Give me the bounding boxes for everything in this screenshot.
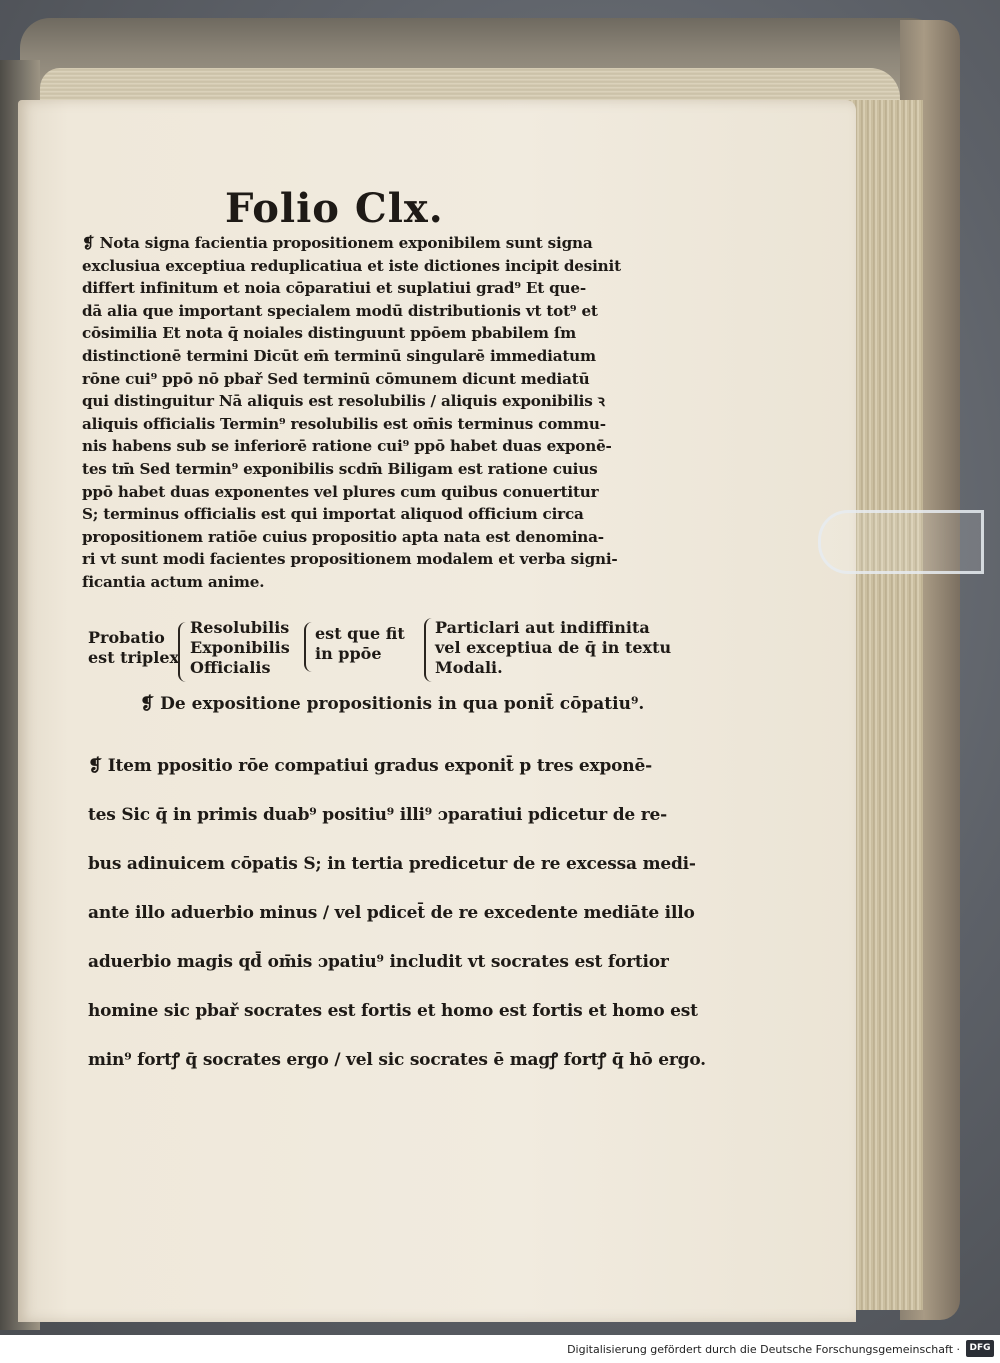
- text-line: propositionem ratiōe cuius propositio apta nata est denomina-: [82, 527, 604, 546]
- text-line: ante illo aduerbio minus / vel pdicet̄ de re excedente mediāte illo: [88, 903, 695, 923]
- table-column-2: [190, 618, 290, 678]
- text-line: tes Sic q̄ in primis duab⁹ positiu⁹ illi⁹ ɔparatiui pdicetur de re-: [88, 805, 667, 825]
- text-line: nis habens sub se inferiorē ratione cui⁹ ppō habet duas exponē-: [82, 437, 612, 456]
- text-line: ❡ Nota signa facientia propositionem exponibilem sunt signa: [82, 234, 593, 252]
- text-line: ❡ Item ppositio rōe compatiui gradus exponit̄ p tres exponē-: [88, 756, 652, 776]
- text-line: dā alia que important specialem modū distributionis vt tot⁹ et: [82, 301, 598, 320]
- brace-3: [424, 618, 434, 682]
- text-line: cōsimilia Et nota q̄ noiales distinguunt ppōem pbabilem ſm: [82, 324, 577, 343]
- text-line: homine sic pbař socrates est fortis et homo est fortis et homo est: [88, 1001, 698, 1021]
- table-cell: vel exceptiua de q̄ in textu: [435, 638, 672, 657]
- text-line: min⁹ fortꝭ q̄ socrates ergo / vel sic socrates ē magꝭ fortꝭ q̄ hō ergo.: [88, 1050, 706, 1070]
- folio-header: Folio Clx.: [225, 185, 444, 232]
- paragraph-1: [82, 232, 682, 594]
- table-cell: est triplex: [88, 648, 180, 667]
- text-line: qui distinguitur Nā aliquis est resolubilis / aliquis exponibilis ꝛ: [82, 392, 605, 411]
- table-cell: Exponibilis: [190, 638, 290, 657]
- page-clip: [818, 510, 984, 574]
- footer-bar: [0, 1335, 1000, 1363]
- table-cell: Particlari aut indiffinita: [435, 618, 650, 637]
- text-line: S; terminus officialis est qui importat aliquod officium circa: [82, 505, 584, 524]
- text-line: ppō habet duas exponentes vel plures cum quibus conuertitur: [82, 482, 599, 501]
- text-line: ficantia actum anime.: [82, 572, 265, 591]
- table-cell: Resolubilis: [190, 618, 290, 637]
- text-line: aduerbio magis qd̄ om̄is ɔpatiu⁹ includit vt socrates est fortior: [88, 952, 669, 972]
- table-cell: Modali.: [435, 658, 503, 677]
- text-line: rōne cui⁹ ppō nō pbař Sed terminū cōmunem dicunt mediatū: [82, 369, 590, 388]
- dfg-logo: DFG: [966, 1340, 994, 1357]
- table-column-4: [435, 618, 671, 678]
- table-cell: est que fit: [315, 624, 405, 643]
- text-line: distinctionē termini Dicūt em̄ terminū singularē immediatum: [82, 346, 596, 365]
- table-column-3: [315, 624, 405, 664]
- text-line: differt infinitum et noia cōparatiui et suplatiui grad⁹ Et que-: [82, 279, 586, 298]
- table-cell: in ppōe: [315, 644, 382, 663]
- text-line: exclusiua exceptiua reduplicatiua et iste dictiones incipit desinit: [82, 256, 621, 275]
- table-column-1: [88, 628, 179, 668]
- section-subheading: ❡ De expositione propositionis in qua ponit̄ cōpatiu⁹.: [140, 694, 645, 714]
- table-cell: Officialis: [190, 658, 271, 677]
- table-cell: Probatio: [88, 628, 165, 647]
- funding-credit: Digitalisierung gefördert durch die Deutsche Forschungsgemeinschaft ·: [567, 1343, 960, 1356]
- brace-2: [304, 622, 314, 672]
- paragraph-2: [88, 742, 706, 1085]
- text-line: tes tm̄ Sed termin⁹ exponibilis scdm̄ Biligam est ratione cuius: [82, 459, 598, 478]
- text-line: ri vt sunt modi facientes propositionem modalem et verba signi-: [82, 550, 618, 569]
- text-line: aliquis officialis Termin⁹ resolubilis est om̄is terminus commu-: [82, 414, 606, 433]
- page-edges: [848, 100, 923, 1310]
- brace-1: [178, 622, 188, 682]
- text-line: bus adinuicem cōpatis S; in tertia predicetur de re excessa medi-: [88, 854, 696, 874]
